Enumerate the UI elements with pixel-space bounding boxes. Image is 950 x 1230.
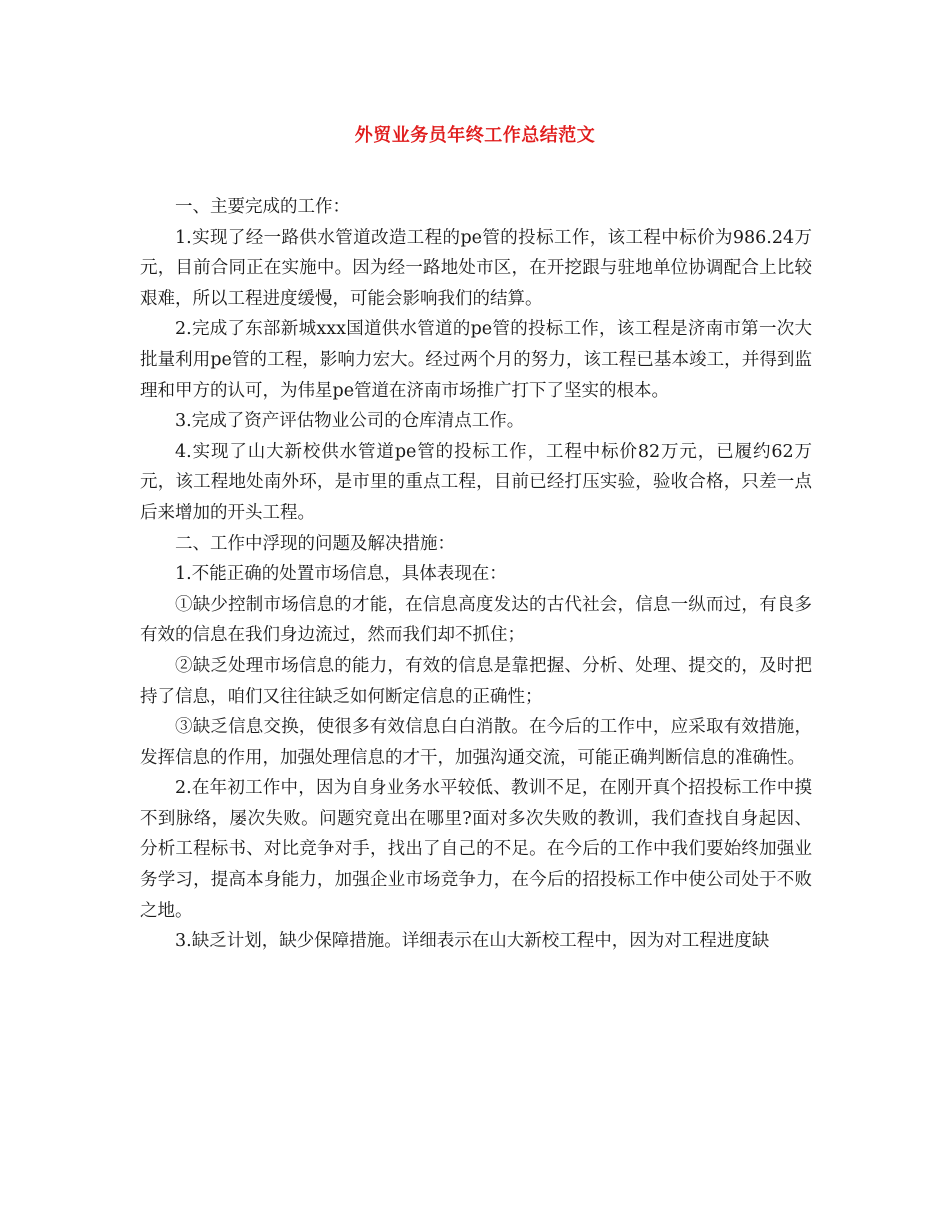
paragraph-item-4: 4.实现了山大新校供水管道pe管的投标工作，工程中标价82万元，已履约62万元，该工程地处南外环，是市里的重点工程，目前已经打压实验，验收合格，只差一点后来增加的开头工程。: [140, 441, 812, 523]
paragraph-item-1: 1.实现了经一路供水管道改造工程的pe管的投标工作，该工程中标价为986.24万元，目前合同正在实施中。因为经一路地处市区，在开挖跟与驻地单位协调配合上比较艰难，所以工程进度缓慢，可能会影响我们的结算。: [140, 227, 812, 309]
paragraph-problem-1c: ③缺乏信息交换，使很多有效信息白白消散。在今后的工作中，应采取有效措施，发挥信息的作用，加强处理信息的才干，加强沟通交流，可能正确判断信息的准确性。: [140, 717, 812, 768]
section-heading-problems: 二、工作中浮现的问题及解决措施：: [175, 533, 455, 554]
paragraph-item-2: 2.完成了东部新城xxx国道供水管道的pe管的投标工作，该工程是济南市第一次大批量利用pe管的工程，影响力宏大。经过两个月的努力，该工程已基本竣工，并得到监理和甲方的认可，为伟星pe管道在济南市场推广打下了坚实的根本。: [140, 319, 812, 401]
section-heading-completed-work: 一、主要完成的工作：: [175, 197, 350, 217]
paragraph-problem-1a: ①缺少控制市场信息的才能，在信息高度发达的古代社会，信息一纵而过，有良多有效的信息在我们身边流过，然而我们却不抓住；: [140, 594, 812, 646]
paragraph-item-3: 3.完成了资产评估物业公司的仓库清点工作。: [175, 411, 525, 432]
paragraph-problem-1b: ②缺乏处理市场信息的能力，有效的信息是靠把握、分析、处理、提交的，及时把持了信息，咱们又往往缺乏如何断定信息的正确性；: [140, 655, 812, 707]
paragraph-problem-1: 1.不能正确的处置市场信息，具体表现在：: [175, 564, 507, 585]
document-title: 外贸业务员年终工作总结范文: [354, 125, 596, 146]
document-body: [140, 192, 812, 957]
paragraph-problem-3: 3.缺乏计划，缺少保障措施。详细表示在山大新校工程中，因为对工程进度缺: [175, 931, 770, 952]
paragraph-problem-2: 2.在年初工作中，因为自身业务水平较低、教训不足，在刚开真个招投标工作中摸不到脉络，屡次失败。问题究竟出在哪里?面对多次失败的教训，我们查找自身起因、分析工程标书、对比竞争对手，找出了自己的不足。在今后的工作中我们要始终加强业务学习，提高本身能力，加强企业市场竞争力，在今后的招投标工作中使公司处于不败之地。: [140, 778, 812, 921]
